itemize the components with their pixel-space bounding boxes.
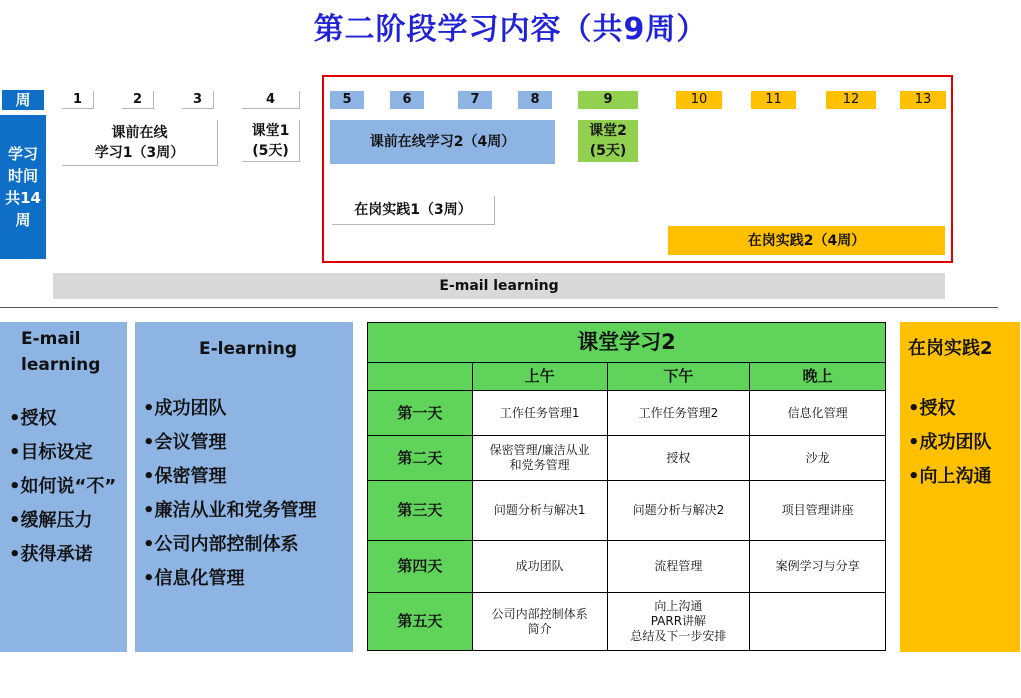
table-cell: 工作任务管理1 (472, 391, 607, 436)
phase-highlight-frame (322, 75, 953, 263)
table-cell: 案例学习与分享 (750, 541, 886, 593)
list-item: •公司内部控制体系 (143, 534, 299, 555)
list-item: •廉洁从业和党务管理 (143, 500, 317, 521)
list-item: •授权 (9, 408, 57, 429)
practice-heading: 在岗实践2 (908, 338, 993, 359)
classroom-table-title: 课堂学习2 (368, 323, 886, 363)
page-title: 第二阶段学习内容（共9周） (313, 12, 708, 47)
classroom-table-container (367, 322, 886, 651)
table-cell: 成功团队 (472, 541, 607, 593)
week-cell: 9 (578, 91, 638, 109)
week-cell: 10 (676, 91, 722, 109)
table-cell: 信息化管理 (750, 391, 886, 436)
week-cell: 8 (518, 91, 552, 109)
week-cell: 5 (330, 91, 364, 109)
day-cell: 第一天 (368, 391, 473, 436)
week-cell: 7 (458, 91, 492, 109)
table-cell: 项目管理讲座 (750, 481, 886, 541)
week-cell: 3 (182, 91, 214, 109)
list-item: •信息化管理 (143, 568, 245, 589)
week-cell: 13 (900, 91, 946, 109)
table-cell: 授权 (607, 436, 750, 481)
header-corner (368, 363, 473, 391)
table-row (368, 481, 886, 541)
table-cell (750, 593, 886, 651)
table-cell: 问题分析与解决1 (472, 481, 607, 541)
week-cell: 12 (826, 91, 876, 109)
elearning-heading: E-learning (198, 339, 298, 359)
email-learning-panel (0, 322, 127, 652)
week-label: 周 (2, 90, 44, 110)
table-row (368, 593, 886, 651)
table-cell: 保密管理/廉洁从业 和党务管理 (472, 436, 607, 481)
table-row (368, 436, 886, 481)
list-item: •会议管理 (143, 432, 227, 453)
practice-panel (900, 322, 1020, 652)
email-learning-bar: E-mail learning (53, 273, 945, 299)
list-item: •获得承诺 (9, 544, 93, 565)
list-item: •成功团队 (908, 432, 992, 453)
table-cell: 沙龙 (750, 436, 886, 481)
study-time-label: 学习 时间 共14 周 (0, 115, 46, 259)
practice-1-block: 在岗实践1（3周） (332, 196, 495, 225)
week-cell: 6 (390, 91, 424, 109)
week-cell: 1 (62, 91, 94, 109)
table-row (368, 541, 886, 593)
online-study-1-block: 课前在线 学习1（3周） (62, 120, 218, 166)
list-item: •成功团队 (143, 398, 227, 419)
divider (0, 307, 998, 308)
column-header: 上午 (472, 363, 607, 391)
list-item: •授权 (908, 398, 956, 419)
list-item: •如何说“不” (9, 476, 117, 497)
day-cell: 第二天 (368, 436, 473, 481)
table-cell: 向上沟通 PARR讲解 总结及下一步安排 (607, 593, 750, 651)
week-cell: 4 (242, 91, 300, 109)
table-cell: 流程管理 (607, 541, 750, 593)
online-study-2-block: 课前在线学习2（4周） (330, 120, 555, 164)
week-cell: 11 (751, 91, 796, 109)
day-cell: 第四天 (368, 541, 473, 593)
table-cell: 工作任务管理2 (607, 391, 750, 436)
table-row (368, 391, 886, 436)
list-item: •向上沟通 (908, 466, 992, 487)
classroom-1-block: 课堂1 (5天) (242, 120, 300, 162)
column-header: 晚上 (750, 363, 886, 391)
practice-2-block: 在岗实践2（4周） (668, 226, 945, 255)
day-cell: 第五天 (368, 593, 473, 651)
day-cell: 第三天 (368, 481, 473, 541)
email-learning-heading: E-mail learning (21, 329, 101, 375)
classroom-2-block: 课堂2 (5天) (578, 120, 638, 162)
table-cell: 公司内部控制体系 简介 (472, 593, 607, 651)
column-header: 下午 (607, 363, 750, 391)
list-item: •目标设定 (9, 442, 93, 463)
elearning-panel (135, 322, 353, 652)
week-cell: 2 (122, 91, 154, 109)
list-item: •保密管理 (143, 466, 227, 487)
list-item: •缓解压力 (9, 510, 93, 531)
table-cell: 问题分析与解决2 (607, 481, 750, 541)
classroom-schedule-table (367, 322, 886, 651)
